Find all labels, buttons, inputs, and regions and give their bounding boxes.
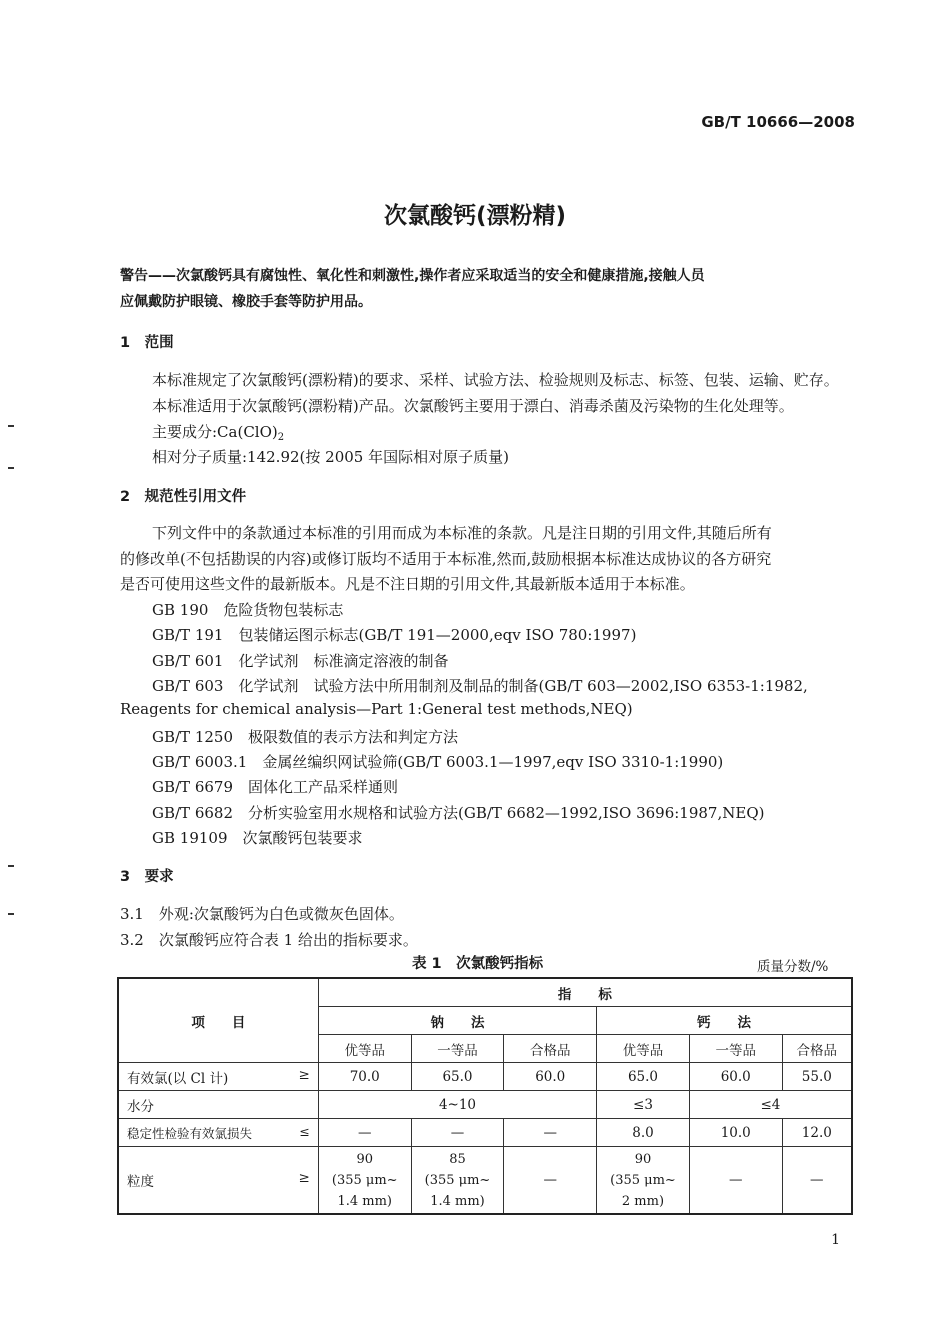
row-symbol: ≥ [298, 1066, 310, 1083]
formula-text: 主要成分:Ca(ClO) [152, 423, 278, 441]
table-row [118, 1147, 852, 1215]
grade-header: 优等品 [597, 1035, 690, 1063]
sec1-para-1: 本标准规定了次氯酸钙(漂粉精)的要求、采样、试验方法、检验规则及标志、标签、包装、运输、贮存。 [152, 371, 839, 389]
warning-line-1: 警告——次氯酸钙具有腐蚀性、氧化性和刺激性,操作者应采取适当的安全和健康措施,接触人员 [120, 268, 705, 284]
formula-subscript: 2 [277, 432, 285, 443]
cell-line: 1.4 mm) [430, 1193, 485, 1209]
item-header: 项 目 [118, 978, 318, 1063]
table-cell: — [504, 1147, 597, 1215]
grade-header: 一等品 [689, 1035, 782, 1063]
row-name: 水分 [127, 1098, 154, 1115]
table-cell: 70.0 [318, 1063, 411, 1091]
ref-item: GB 19109 次氯酸钙包装要求 [152, 829, 363, 847]
table-header-row [118, 978, 852, 1007]
warning-line-2: 应佩戴防护眼镜、橡胶手套等防护用品。 [120, 294, 372, 310]
table-cell: — [504, 1119, 597, 1147]
cell-line: 2 mm) [621, 1193, 665, 1209]
sec1-para-4: 相对分子质量:142.92(按 2005 年国际相对原子质量) [152, 448, 509, 466]
grade-header: 优等品 [318, 1035, 411, 1063]
scan-mark [8, 865, 14, 867]
sec1-para-3 [152, 421, 284, 443]
page-number: 1 [831, 1232, 840, 1248]
table-cell: ≤3 [597, 1091, 690, 1119]
scan-mark [8, 467, 14, 469]
cell-line: (355 μm~ [424, 1172, 491, 1188]
grade-header: 合格品 [782, 1035, 852, 1063]
cell-line: 90 [634, 1151, 652, 1167]
cell-line: (355 μm~ [610, 1172, 676, 1188]
table-cell: — [411, 1119, 504, 1147]
row-name: 粒度 [127, 1174, 154, 1190]
cell-line: (355 μm~ [331, 1172, 398, 1188]
calcium-method-header: 钙 法 [597, 1007, 852, 1035]
cell-line: 1.4 mm) [337, 1193, 392, 1209]
table-caption: 表 1 次氯酸钙指标 [412, 956, 544, 972]
ref-item-continued: Reagents for chemical analysis—Part 1:General test methods,NEQ) [120, 700, 633, 718]
table-row [118, 1091, 852, 1119]
table-cell: 55.0 [782, 1063, 852, 1091]
cell-line: 90 [356, 1151, 373, 1167]
ref-item: GB/T 601 化学试剂 标准滴定溶液的制备 [152, 652, 449, 670]
row-name: 有效氯(以 Cl 计) [127, 1070, 229, 1087]
row-symbol: ≥ [298, 1170, 310, 1186]
table-cell: 65.0 [597, 1063, 690, 1091]
table-cell: — [689, 1147, 782, 1215]
sec1-para-2: 本标准适用于次氯酸钙(漂粉精)产品。次氯酸钙主要用于漂白、消毒杀菌及污染物的生化处理等。 [152, 397, 794, 415]
table-cell: 60.0 [689, 1063, 782, 1091]
row-label [118, 1091, 318, 1119]
table-cell: 4~10 [318, 1091, 596, 1119]
ref-item: GB/T 1250 极限数值的表示方法和判定方法 [152, 728, 459, 746]
table-cell [597, 1147, 690, 1215]
cell-line: 85 [449, 1151, 466, 1167]
page-title: 次氯酸钙(漂粉精) [383, 203, 567, 229]
row-name: 稳定性检验有效氯损失 [127, 1125, 253, 1141]
clause-3-1: 3.1 外观:次氯酸钙为白色或微灰色固体。 [120, 905, 404, 923]
sec2-intro-2: 的修改单(不包括勘误的内容)或修订版均不适用于本标准,然而,鼓励根据本标准达成协议的各方研究 [120, 550, 772, 568]
grade-header: 合格品 [504, 1035, 597, 1063]
ref-item: GB/T 191 包装储运图示标志(GB/T 191—2000,eqv ISO 780:1997) [152, 626, 637, 644]
grade-header: 一等品 [411, 1035, 504, 1063]
ref-item: GB/T 6682 分析实验室用水规格和试验方法(GB/T 6682—1992,ISO 3696:1987,NEQ) [152, 804, 765, 822]
clause-3-2: 3.2 次氯酸钙应符合表 1 给出的指标要求。 [120, 931, 418, 949]
row-label [118, 1063, 318, 1091]
table-cell: — [318, 1119, 411, 1147]
section-1-heading: 1 范围 [120, 335, 174, 351]
ref-item: GB/T 603 化学试剂 试验方法中所用制剂及制品的制备(GB/T 603—2002,ISO 6353-1:1982, [152, 677, 808, 695]
row-label [118, 1147, 318, 1215]
sodium-method-header: 钠 法 [318, 1007, 596, 1035]
table-cell: 10.0 [689, 1119, 782, 1147]
table-cell: 12.0 [782, 1119, 852, 1147]
section-3-heading: 3 要求 [120, 869, 174, 885]
table-cell: ≤4 [689, 1091, 852, 1119]
row-symbol: ≤ [299, 1123, 310, 1139]
table-cell [411, 1147, 504, 1215]
table-cell: 60.0 [504, 1063, 597, 1091]
table-cell: — [782, 1147, 852, 1215]
standard-code: GB/T 10666—2008 [701, 113, 855, 131]
ref-item: GB/T 6003.1 金属丝编织网试验筛(GB/T 6003.1—1997,eqv ISO 3310-1:1990) [152, 753, 724, 771]
table-row [118, 1119, 852, 1147]
row-label [118, 1119, 318, 1147]
spec-table [117, 977, 853, 1215]
index-header: 指 标 [318, 978, 852, 1007]
sec2-intro-3: 是否可使用这些文件的最新版本。凡是不注日期的引用文件,其最新版本适用于本标准。 [120, 575, 695, 593]
ref-item: GB/T 6679 固体化工产品采样通则 [152, 778, 399, 796]
table-row [118, 1063, 852, 1091]
table-unit: 质量分数/% [757, 959, 829, 975]
table-cell: 8.0 [597, 1119, 690, 1147]
scan-mark [8, 913, 14, 915]
sec2-intro-1: 下列文件中的条款通过本标准的引用而成为本标准的条款。凡是注日期的引用文件,其随后所有 [152, 524, 772, 542]
table-cell [318, 1147, 411, 1215]
scan-mark [8, 425, 14, 427]
ref-item: GB 190 危险货物包装标志 [152, 601, 344, 619]
section-2-heading: 2 规范性引用文件 [120, 489, 247, 505]
table-cell: 65.0 [411, 1063, 504, 1091]
